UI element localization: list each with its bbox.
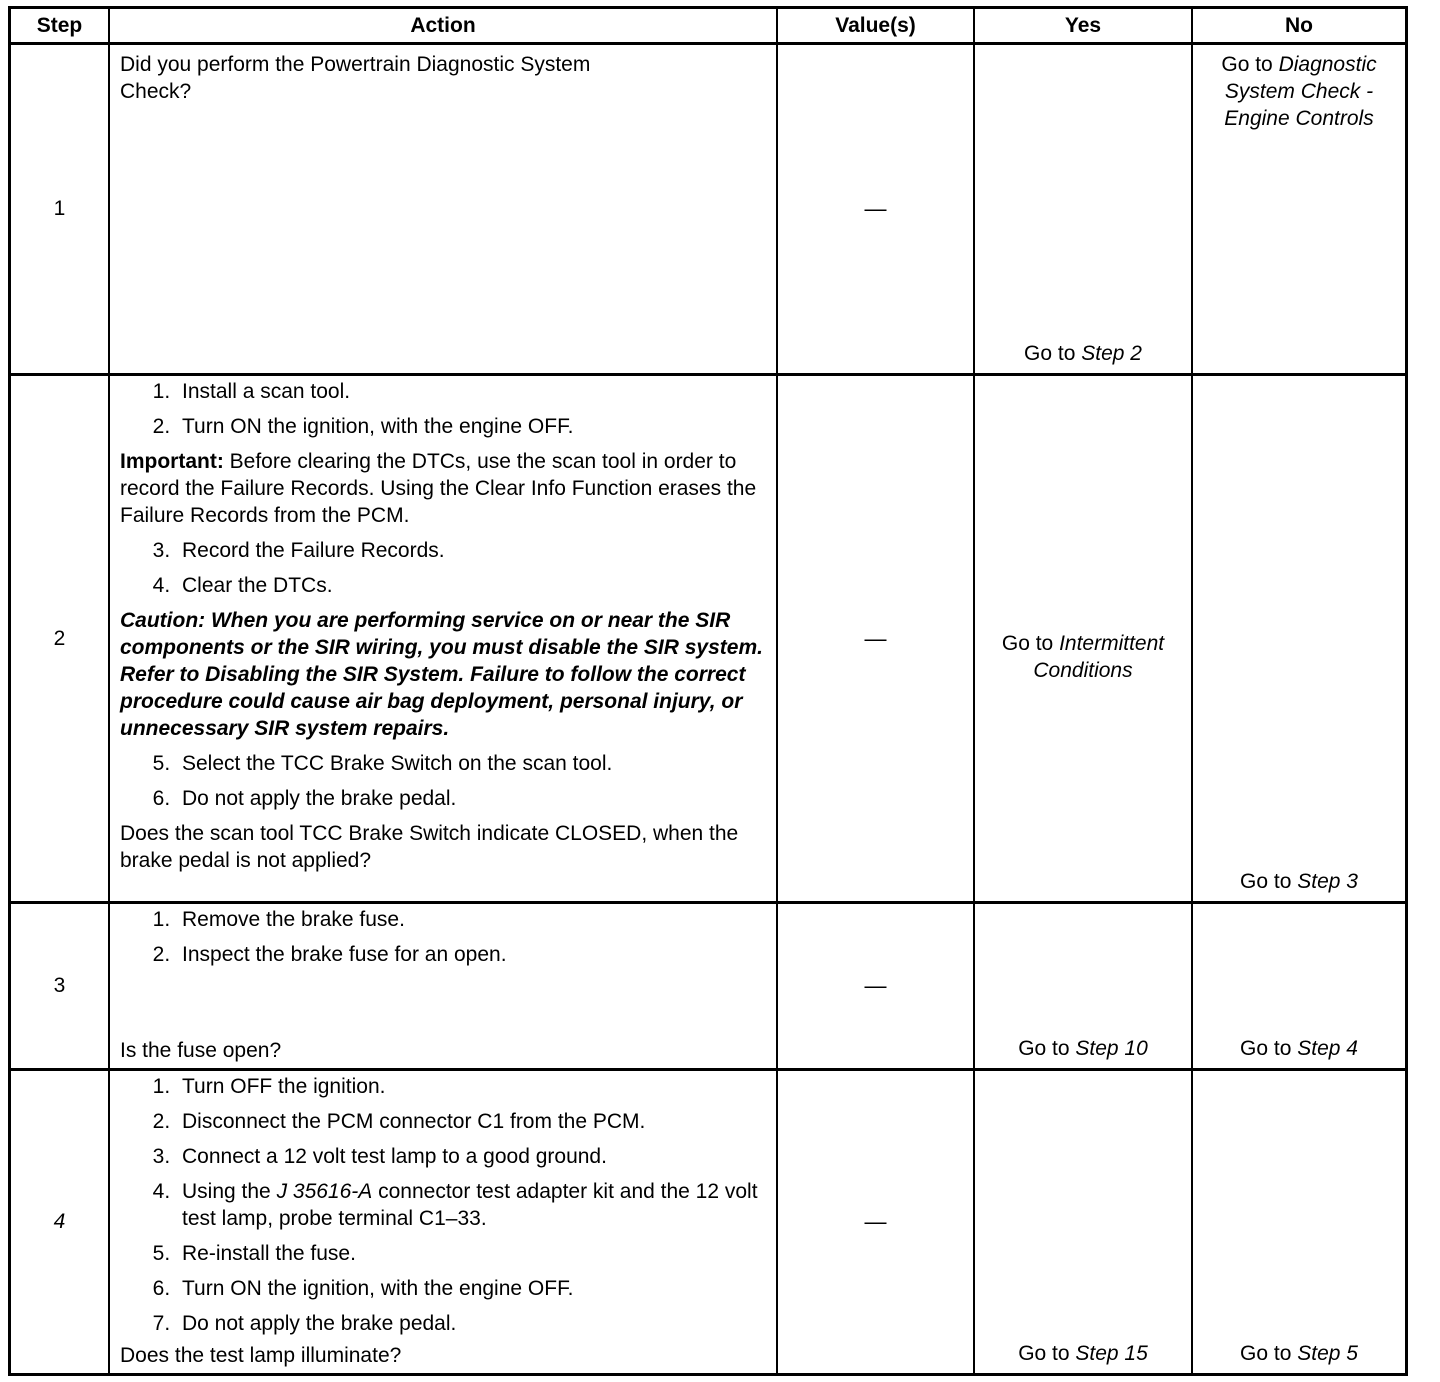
action-cell xyxy=(110,376,776,901)
list-item: 3. Connect a 12 volt test lamp to a good ground. xyxy=(176,1143,766,1170)
step-number: 4 xyxy=(53,1210,66,1233)
action-text: Did you perform the Powertrain Diagnostic System Check? xyxy=(120,53,591,103)
header-step: Step xyxy=(36,14,83,37)
value-cell: — xyxy=(864,196,887,221)
action-cell xyxy=(110,45,776,373)
action-question: Does the test lamp illuminate? xyxy=(120,1344,402,1367)
yes-goto[interactable]: Go to Step 15 xyxy=(1018,1342,1148,1365)
yes-cell xyxy=(975,1071,1191,1373)
yes-cell xyxy=(975,45,1191,373)
list-item: 1. Remove the brake fuse. xyxy=(176,906,766,933)
list-item: 4. Clear the DTCs. xyxy=(176,572,766,599)
header-no: No xyxy=(1285,14,1313,37)
action-cell xyxy=(110,1071,776,1373)
list-item: 2. Disconnect the PCM connector C1 from the PCM. xyxy=(176,1108,766,1135)
no-goto[interactable]: Go to Step 3 xyxy=(1240,870,1358,893)
yes-goto[interactable]: Go to Step 10 xyxy=(1018,1037,1148,1060)
header-values: Value(s) xyxy=(835,14,916,37)
step-number: 1 xyxy=(53,197,66,220)
value-cell: — xyxy=(864,973,887,998)
procedure-list xyxy=(120,1073,766,1337)
list-item: 2. Inspect the brake fuse for an open. xyxy=(176,941,766,968)
no-cell xyxy=(1193,376,1405,901)
no-cell xyxy=(1193,45,1405,373)
procedure-list xyxy=(120,750,766,812)
no-goto[interactable]: Go to Diagnostic System Check - Engine Controls xyxy=(1221,53,1377,130)
list-item: 5. Re-install the fuse. xyxy=(176,1240,766,1267)
important-note: Important: Before clearing the DTCs, use the scan tool in order to record the Failure Records. Using the Clear Info Function erases the Failure Records from the PCM. xyxy=(120,450,757,527)
list-item: 1. Turn OFF the ignition. xyxy=(176,1073,766,1100)
list-item: 7. Do not apply the brake pedal. xyxy=(176,1310,766,1337)
action-cell xyxy=(110,904,776,1068)
caution-note: Caution: When you are performing service on or near the SIR components or the SIR wiring, you must disable the SIR system. Refer to Disabling the SIR System. Failure to follow the correct procedure could cause air bag deployment, personal injury, or unnecessary SIR system repairs. xyxy=(120,609,763,740)
action-question: Is the fuse open? xyxy=(120,1039,282,1062)
list-item: 3. Record the Failure Records. xyxy=(176,537,766,564)
list-item: 5. Select the TCC Brake Switch on the scan tool. xyxy=(176,750,766,777)
procedure-list xyxy=(120,906,766,968)
yes-goto[interactable]: Go to Intermittent Conditions xyxy=(1001,632,1165,682)
step-number: 3 xyxy=(53,974,66,997)
no-goto[interactable]: Go to Step 4 xyxy=(1240,1037,1358,1060)
header-action: Action xyxy=(410,14,476,37)
action-question: Does the scan tool TCC Brake Switch indicate CLOSED, when the brake pedal is not applied? xyxy=(120,822,739,872)
header-yes: Yes xyxy=(1064,14,1102,37)
yes-cell xyxy=(975,376,1191,901)
list-item: 6. Turn ON the ignition, with the engine OFF. xyxy=(176,1275,766,1302)
procedure-list xyxy=(120,378,766,440)
no-cell xyxy=(1193,1071,1405,1373)
value-cell: — xyxy=(864,625,887,651)
list-item: 4. Using the J 35616-A connector test adapter kit and the 12 volt test lamp, probe terminal C1–33. xyxy=(176,1178,766,1232)
no-goto[interactable]: Go to Step 5 xyxy=(1240,1342,1358,1365)
yes-goto[interactable]: Go to Step 2 xyxy=(1024,342,1142,365)
list-item: 1. Install a scan tool. xyxy=(176,378,766,405)
list-item: 6. Do not apply the brake pedal. xyxy=(176,785,766,812)
diagnostic-table xyxy=(8,6,1408,1376)
yes-cell xyxy=(975,904,1191,1068)
list-item: 2. Turn ON the ignition, with the engine OFF. xyxy=(176,413,766,440)
procedure-list xyxy=(120,537,766,599)
no-cell xyxy=(1193,904,1405,1068)
step-number: 2 xyxy=(53,626,66,650)
value-cell: — xyxy=(864,1209,887,1234)
